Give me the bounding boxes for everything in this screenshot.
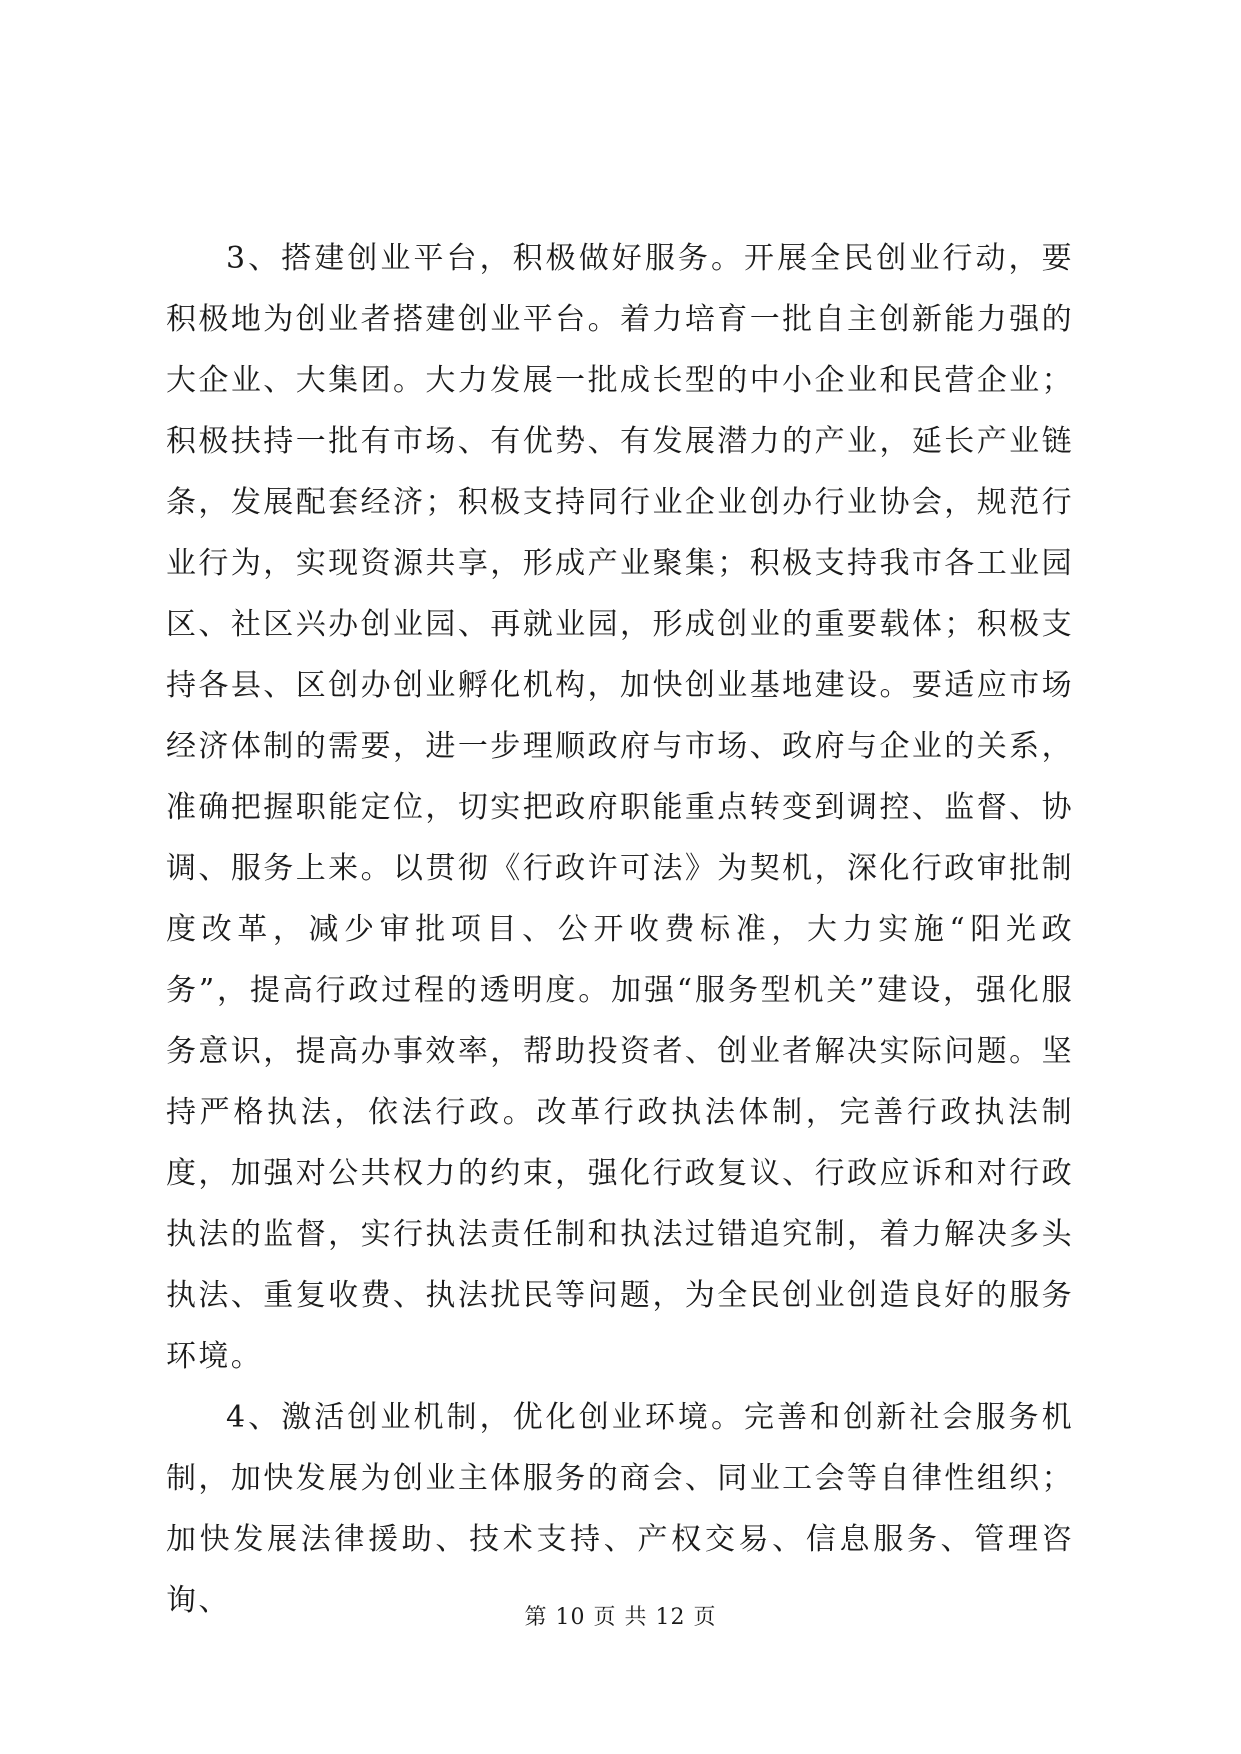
paragraph-3: 3、搭建创业平台，积极做好服务。开展全民创业行动，要积极地为创业者搭建创业平台。着力培育一批自主创新能力强的大企业、大集团。大力发展一批成长型的中小企业和民营企业；积极扶持一批有市场、有优势、有发展潜力的产业，延长产业链条，发展配套经济；积极支持同行业企业创办行业协会，规范行业行为，实现资源共享，形成产业聚集；积极支持我市各工业园区、社区兴办创业园、再就业园，形成创业的重要载体；积极支持各县、区创办创业孵化机构，加快创业基地建设。要适应市场经济体制的需要，进一步理顺政府与市场、政府与企业的关系，准确把握职能定位，切实把政府职能重点转变到调控、监督、协调、服务上来。以贯彻《行政许可法》为契机，深化行政审批制度改革，减少审批项目、公开收费标准，大力实施“阳光政务”，提高行政过程的透明度。加强“服务型机关”建设，强化服务意识，提高办事效率，帮助投资者、创业者解决实际问题。坚持严格执法，依法行政。改革行政执法体制，完善行政执法制度，加强对公共权力的约束，强化行政复议、行政应诉和对行政执法的监督，实行执法责任制和执法过错追究制，着力解决多头执法、重复收费、执法扰民等问题，为全民创业创造良好的服务环境。 xyxy=(166,241,1074,1374)
page-number-footer: 第 10 页 共 12 页 xyxy=(524,1605,717,1630)
paragraph-4: 4、激活创业机制，优化创业环境。完善和创新社会服务机制，加快发展为创业主体服务的商会、同业工会等自律性组织；加快发展法律援助、技术支持、产权交易、信息服务、管理咨询、 xyxy=(166,1400,1074,1618)
document-body xyxy=(166,228,1074,1631)
